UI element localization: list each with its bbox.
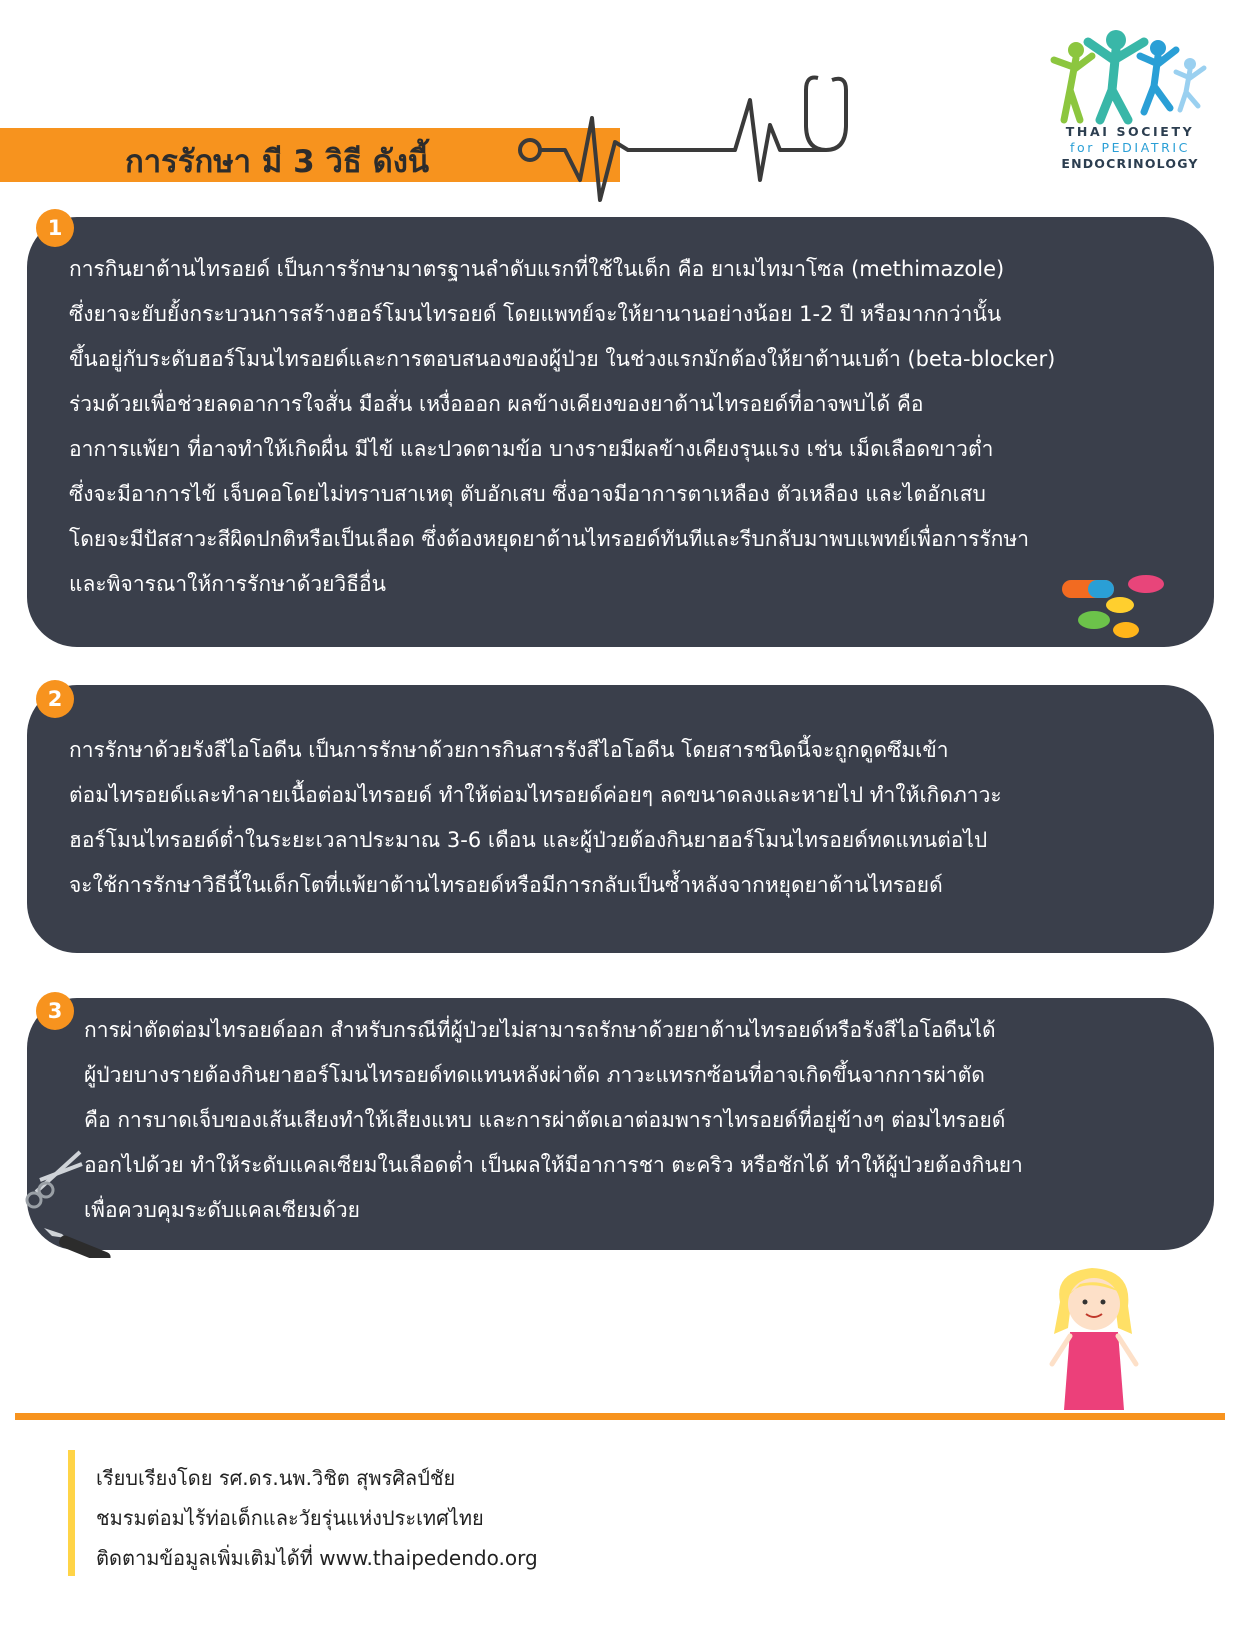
girl-illustration: [1040, 1262, 1150, 1410]
section-number-badge: 1: [36, 209, 74, 247]
treatment-card-3: [27, 998, 1214, 1250]
scalpel-icon: [44, 1228, 112, 1258]
treatment-text-3: [84, 1008, 1023, 1233]
page-title: การรักษา มี 3 วิธี ดังนี้: [125, 144, 430, 180]
text-line: การรักษาด้วยรังสีไอโอดีน เป็นการรักษาด้วยการกินสารรังสีไอโอดีน โดยสารชนิดนี้จะถูกดูดซึมเข้า: [69, 738, 949, 762]
text-line: ซึ่งยาจะยับยั้งกระบวนการสร้างฮอร์โมนไทรอยด์ โดยแพทย์จะให้ยานานอย่างน้อย 1-2 ปี หรือมากกว่านั้น: [69, 302, 1002, 326]
logo-line-2: for PEDIATRIC: [1069, 140, 1191, 155]
text-line: โดยจะมีปัสสาวะสีผิดปกติหรือเป็นเลือด ซึ่งต้องหยุดยาต้านไทรอยด์ทันทีและรีบกลับมาพบแพทย์เพื่อการรักษา: [69, 527, 1030, 551]
pills-icon: [1060, 570, 1170, 645]
footer-divider: [15, 1413, 1225, 1420]
text-line: เพื่อควบคุมระดับแคลเซียมด้วย: [84, 1198, 360, 1222]
text-line: คือ การบาดเจ็บของเส้นเสียงทำให้เสียงแหบ และการผ่าตัดเอาต่อมพาราไทรอยด์ที่อยู่ข้างๆ ต่อมไทรอยด์: [84, 1108, 1006, 1132]
text-line: อาการแพ้ยา ที่อาจทำให้เกิดผื่น มีไข้ และปวดตามข้อ บางรายมีผลข้างเคียงรุนแรง เช่น เม็ดเลือดขาวต่ำ: [69, 437, 994, 461]
text-line: การกินยาต้านไทรอยด์ เป็นการรักษามาตรฐานลำดับแรกที่ใช้ในเด็ก คือ ยาเมไทมาโซล (methimazole): [69, 257, 1005, 281]
section-number-badge: 2: [36, 680, 74, 718]
treatment-card-1: [27, 217, 1214, 647]
text-line: ร่วมด้วยเพื่อช่วยลดอาการใจสั่น มือสั่น เหงื่อออก ผลข้างเคียงของยาต้านไทรอยด์ที่อาจพบได้ คือ: [69, 392, 924, 416]
footer-website: ติดตามข้อมูลเพิ่มเติมได้ที่ www.thaipedendo.org: [96, 1546, 538, 1570]
text-line: ผู้ป่วยบางรายต้องกินยาฮอร์โมนไทรอยด์ทดแทนหลังผ่าตัด ภาวะแทรกซ้อนที่อาจเกิดขึ้นจากการผ่าตัด: [84, 1063, 985, 1087]
logo-line-1: THAI SOCIETY: [1065, 124, 1195, 139]
logo-line-3: ENDOCRINOLOGY: [1061, 156, 1199, 171]
text-line: ซึ่งจะมีอาการไข้ เจ็บคอโดยไม่ทราบสาเหตุ ตับอักเสบ ซึ่งอาจมีอาการตาเหลือง ตัวเหลือง และไตอักเสบ: [69, 482, 986, 506]
scissors-icon: [22, 1148, 122, 1258]
section-number-badge: 3: [36, 992, 74, 1030]
treatment-card-2: [27, 685, 1214, 953]
footer-author: เรียบเรียงโดย รศ.ดร.นพ.วิชิต สุพรศิลป์ชัย: [96, 1466, 456, 1490]
treatment-text-1: [69, 247, 1055, 607]
footer-organization: ชมรมต่อมไร้ท่อเด็กและวัยรุ่นแห่งประเทศไทย: [96, 1506, 484, 1530]
text-line: จะใช้การรักษาวิธีนี้ในเด็กโตที่แพ้ยาต้านไทรอยด์หรือมีการกลับเป็นซ้ำหลังจากหยุดยาต้านไทรอยด์: [69, 873, 943, 897]
text-line: ออกไปด้วย ทำให้ระดับแคลเซียมในเลือดต่ำ เป็นผลให้มีอาการชา ตะคริว หรือชักได้ ทำให้ผู้ป่วยต้องกินยา: [84, 1153, 1023, 1177]
footer-credits: [96, 1458, 538, 1578]
footer-accent-bar: [68, 1450, 75, 1576]
treatment-text-2: [69, 728, 1002, 908]
stethoscope-icon: [0, 70, 860, 210]
text-line: ต่อมไทรอยด์และทำลายเนื้อต่อมไทรอยด์ ทำให้ต่อมไทรอยด์ค่อยๆ ลดขนาดลงและหายไป ทำให้เกิดภาวะ: [69, 783, 1002, 807]
text-line: การผ่าตัดต่อมไทรอยด์ออก สำหรับกรณีที่ผู้ป่วยไม่สามารถรักษาด้วยยาต้านไทรอยด์หรือรังสีไอโอดีนได้: [84, 1018, 996, 1042]
text-line: และพิจารณาให้การรักษาด้วยวิธีอื่น: [69, 572, 386, 596]
text-line: ขึ้นอยู่กับระดับฮอร์โมนไทรอยด์และการตอบสนองของผู้ป่วย ในช่วงแรกมักต้องให้ยาต้านเบต้า (beta-blocker): [69, 347, 1056, 371]
society-logo-text: [1050, 124, 1210, 172]
text-line: ฮอร์โมนไทรอยด์ต่ำในระยะเวลาประมาณ 3-6 เดือน และผู้ป่วยต้องกินยาฮอร์โมนไทรอยด์ทดแทนต่อไป: [69, 828, 988, 852]
